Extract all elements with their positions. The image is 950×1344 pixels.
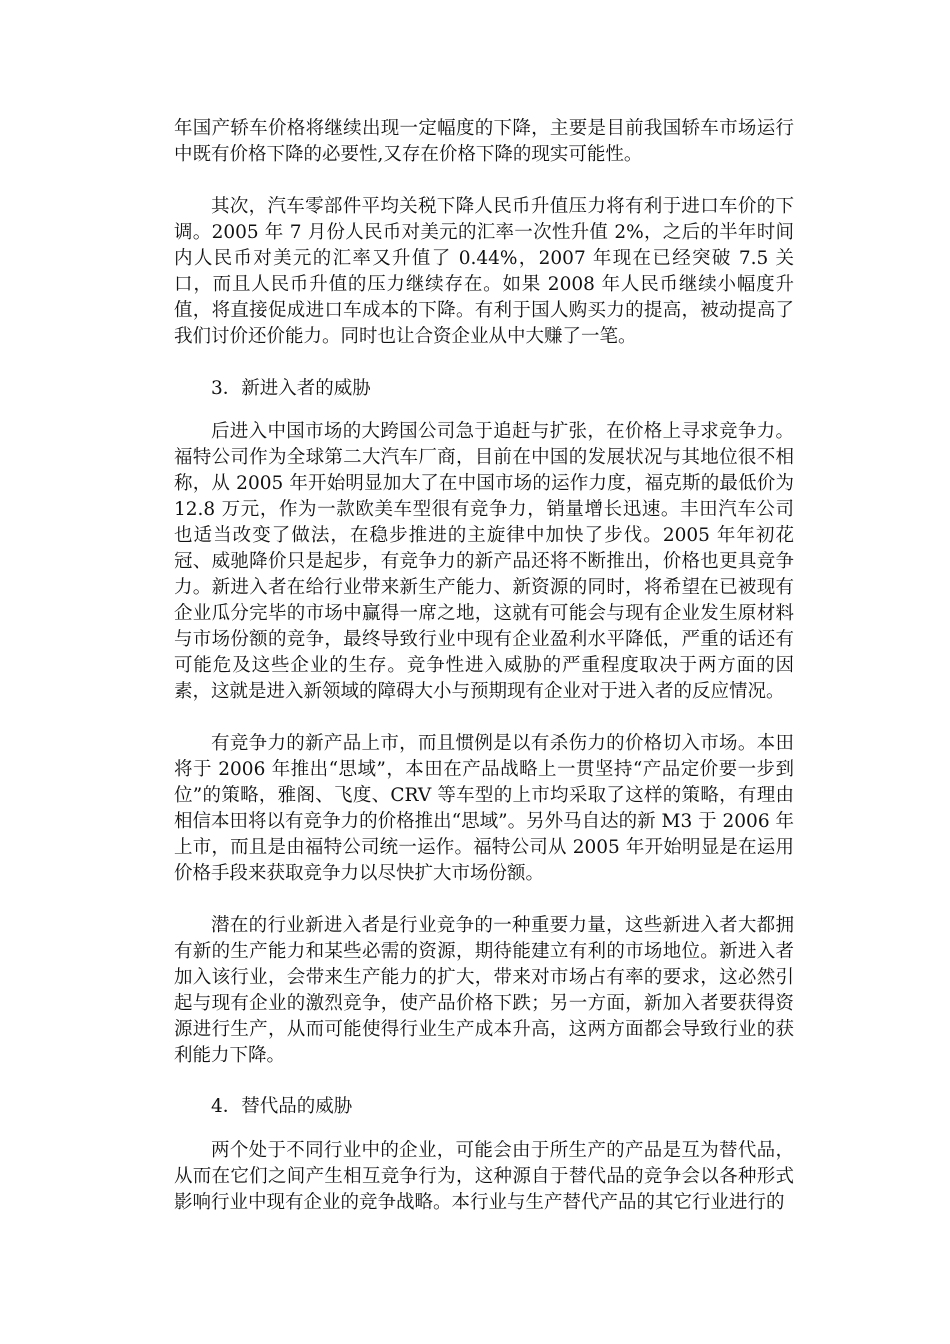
paragraph-substitute-competition: 两个处于不同行业中的企业，可能会由于所生产的产品是互为替代品，从而在它们之间产生相互竞争行为，这种源自于替代品的竞争会以各种形式影响行业中现有企业的竞争战略。本行业与生产替代产品的其它行业进行的	[174, 1140, 794, 1213]
paragraph-tariff-currency: 其次，汽车零部件平均关税下降人民币升值压力将有利于进口车价的下调。2005 年 7 月份人民币对美元的汇率一次性升值 2%，之后的半年时间内人民币对美元的汇率又升值了 0.44%，2007 年现在已经突破 7.5 关口，而且人民币升值的压力继续存在。如果 2008 年人民币继续小幅度升值，将直接促成进口车成本的下降。有利于国人购买力的提高，被动提高了我们讨价还价能力。同时也让合资企业从中大赚了一笔。	[174, 196, 794, 347]
paragraph-multinationals: 后进入中国市场的大跨国公司急于追赶与扩张，在价格上寻求竞争力。福特公司作为全球第二大汽车厂商，目前在中国的发展状况与其地位很不相称，从 2005 年开始明显加大了在中国市场的运作力度，福克斯的最低价为 12.8 万元，作为一款欧美车型很有竞争力，销量增长迅速。丰田汽车公司也适当改变了做法，在稳步推进的主旋律中加快了步伐。2005 年年初花冠、威驰降价只是起步，有竞争力的新产品还将不断推出，价格也更具竞争力。新进入者在给行业带来新生产能力、新资源的同时，将希望在已被现有企业瓜分完毕的市场中赢得一席之地，这就有可能会与现有企业发生原材料与市场份额的竞争，最终导致行业中现有企业盈利水平降低，严重的话还有可能危及这些企业的生存。竞争性进入威胁的严重程度取决于两方面的因素，这就是进入新领域的障碍大小与预期现有企业对于进入者的反应情况。	[174, 421, 794, 702]
paragraph-price-decline: 年国产轿车价格将继续出现一定幅度的下降，主要是目前我国轿车市场运行中既有价格下降的必要性,又存在价格下降的现实可能性。	[174, 118, 794, 165]
heading-new-entrants: 3．新进入者的威胁	[211, 378, 371, 399]
paragraph-potential-entrants: 潜在的行业新进入者是行业竞争的一种重要力量，这些新进入者大都拥有新的生产能力和某些必需的资源，期待能建立有利的市场地位。新进入者加入该行业，会带来生产能力的扩大，带来对市场占有率的要求，这必然引起与现有企业的激烈竞争，使产品价格下跌；另一方面，新加入者要获得资源进行生产，从而可能使得行业生产成本升高，这两方面都会导致行业的获利能力下降。	[174, 915, 794, 1066]
heading-substitutes: 4．替代品的威胁	[211, 1096, 353, 1117]
paragraph-new-products: 有竞争力的新产品上市，而且惯例是以有杀伤力的价格切入市场。本田将于 2006 年推出“思域”，本田在产品战略上一贯坚持“产品定价要一步到位”的策略，雅阁、飞度、CRV 等车型的上市均采取了这样的策略，有理由相信本田将以有竞争力的价格推出“思域”。另外马自达的新 M3 于 2006 年上市，而且是由福特公司统一运作。福特公司从 2005 年开始明显是在运用价格手段来获取竞争力以尽快扩大市场份额。	[174, 733, 794, 884]
